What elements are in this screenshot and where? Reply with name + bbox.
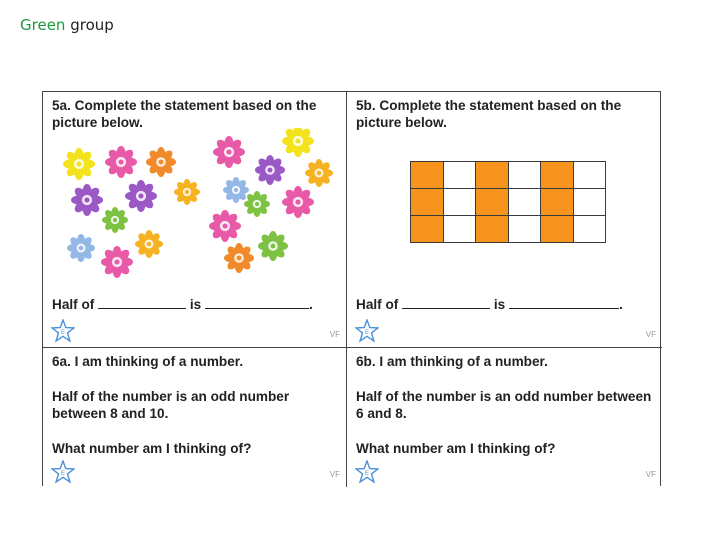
flower-icon: [67, 234, 95, 262]
grid-cell-shaded: [476, 162, 509, 189]
star-letter: E: [60, 330, 66, 336]
grid-cell-empty: [508, 216, 541, 243]
answer-blank-2[interactable]: [509, 297, 619, 309]
flower-icon: [105, 146, 137, 178]
flower-icon: [258, 231, 288, 261]
grid-cell-empty: [443, 216, 476, 243]
card-6a: [43, 348, 346, 487]
shaded-grid: [410, 161, 606, 243]
flower-icon: [135, 230, 163, 258]
star-icon: [355, 460, 379, 484]
grid-cell-shaded: [411, 162, 444, 189]
card-6b: [346, 348, 662, 487]
statement-period: .: [618, 297, 623, 312]
flower-icon: [305, 159, 333, 187]
vf-label: VF: [329, 330, 340, 339]
flower-picture: [43, 128, 343, 293]
vf-label: VF: [329, 470, 340, 479]
card-6b-question: What number am I thinking of?: [356, 441, 556, 456]
flower-icon: [71, 184, 103, 216]
statement-period: .: [308, 297, 313, 312]
flower-icon: [244, 191, 270, 217]
grid-cell-empty: [443, 189, 476, 216]
flower-icon: [102, 207, 128, 233]
answer-blank-2[interactable]: [205, 297, 309, 309]
grid-cell-shaded: [411, 216, 444, 243]
card-6a-clue: Half of the number is an odd number between 8 and 10.: [52, 389, 290, 421]
grid-row: [411, 189, 606, 216]
flower-icon: [209, 210, 241, 242]
star-icon: [51, 460, 75, 484]
card-5b-heading: 5b. Complete the statement based on the picture below.: [356, 98, 622, 130]
grid-cell-empty: [573, 216, 606, 243]
title-green-word: Green: [20, 16, 66, 34]
card-6b-clue: Half of the number is an odd number between 6 and 8.: [356, 389, 652, 421]
star-letter: E: [60, 471, 66, 477]
statement-half-of: Half of: [356, 297, 399, 312]
grid-cell-empty: [573, 189, 606, 216]
grid-cell-empty: [508, 189, 541, 216]
grid-cell-empty: [443, 162, 476, 189]
flower-icon: [125, 180, 157, 212]
page-title: [20, 16, 114, 34]
flower-icon: [223, 177, 249, 203]
flower-icon: [282, 186, 314, 218]
flower-icon: [213, 136, 245, 168]
star-icon: [355, 319, 379, 343]
flower-icon: [101, 246, 133, 278]
statement-is: is: [189, 297, 202, 312]
worksheet-grid: [42, 91, 661, 486]
flower-icon: [255, 155, 285, 185]
grid-row: [411, 162, 606, 189]
statement-half-of: Half of: [52, 297, 95, 312]
flower-icon: [174, 179, 200, 205]
star-letter: E: [364, 330, 370, 336]
title-rest: group: [65, 16, 114, 34]
grid-cell-shaded: [411, 189, 444, 216]
card-5b-statement: [356, 297, 623, 312]
card-6a-question: What number am I thinking of?: [52, 441, 252, 456]
grid-cell-shaded: [541, 162, 574, 189]
card-5b: [346, 92, 662, 348]
card-6b-heading: 6b. I am thinking of a number.: [356, 354, 548, 369]
star-icon: [51, 319, 75, 343]
card-5a-statement: [52, 297, 313, 312]
card-5a-heading: 5a. Complete the statement based on the picture below.: [52, 98, 317, 130]
vf-label: VF: [645, 470, 656, 479]
vf-label: VF: [645, 330, 656, 339]
card-6a-heading: 6a. I am thinking of a number.: [52, 354, 244, 369]
grid-cell-empty: [573, 162, 606, 189]
flower-icon: [63, 148, 95, 180]
grid-cell-shaded: [541, 216, 574, 243]
card-5a: [43, 92, 346, 348]
grid-cell-shaded: [476, 216, 509, 243]
grid-row: [411, 216, 606, 243]
statement-is: is: [493, 297, 506, 312]
grid-cell-shaded: [541, 189, 574, 216]
answer-blank-1[interactable]: [402, 297, 490, 309]
answer-blank-1[interactable]: [98, 297, 186, 309]
star-letter: E: [364, 471, 370, 477]
flower-icon: [282, 128, 314, 157]
flower-icon: [146, 147, 176, 177]
flower-icon: [224, 243, 254, 273]
grid-cell-shaded: [476, 189, 509, 216]
grid-cell-empty: [508, 162, 541, 189]
